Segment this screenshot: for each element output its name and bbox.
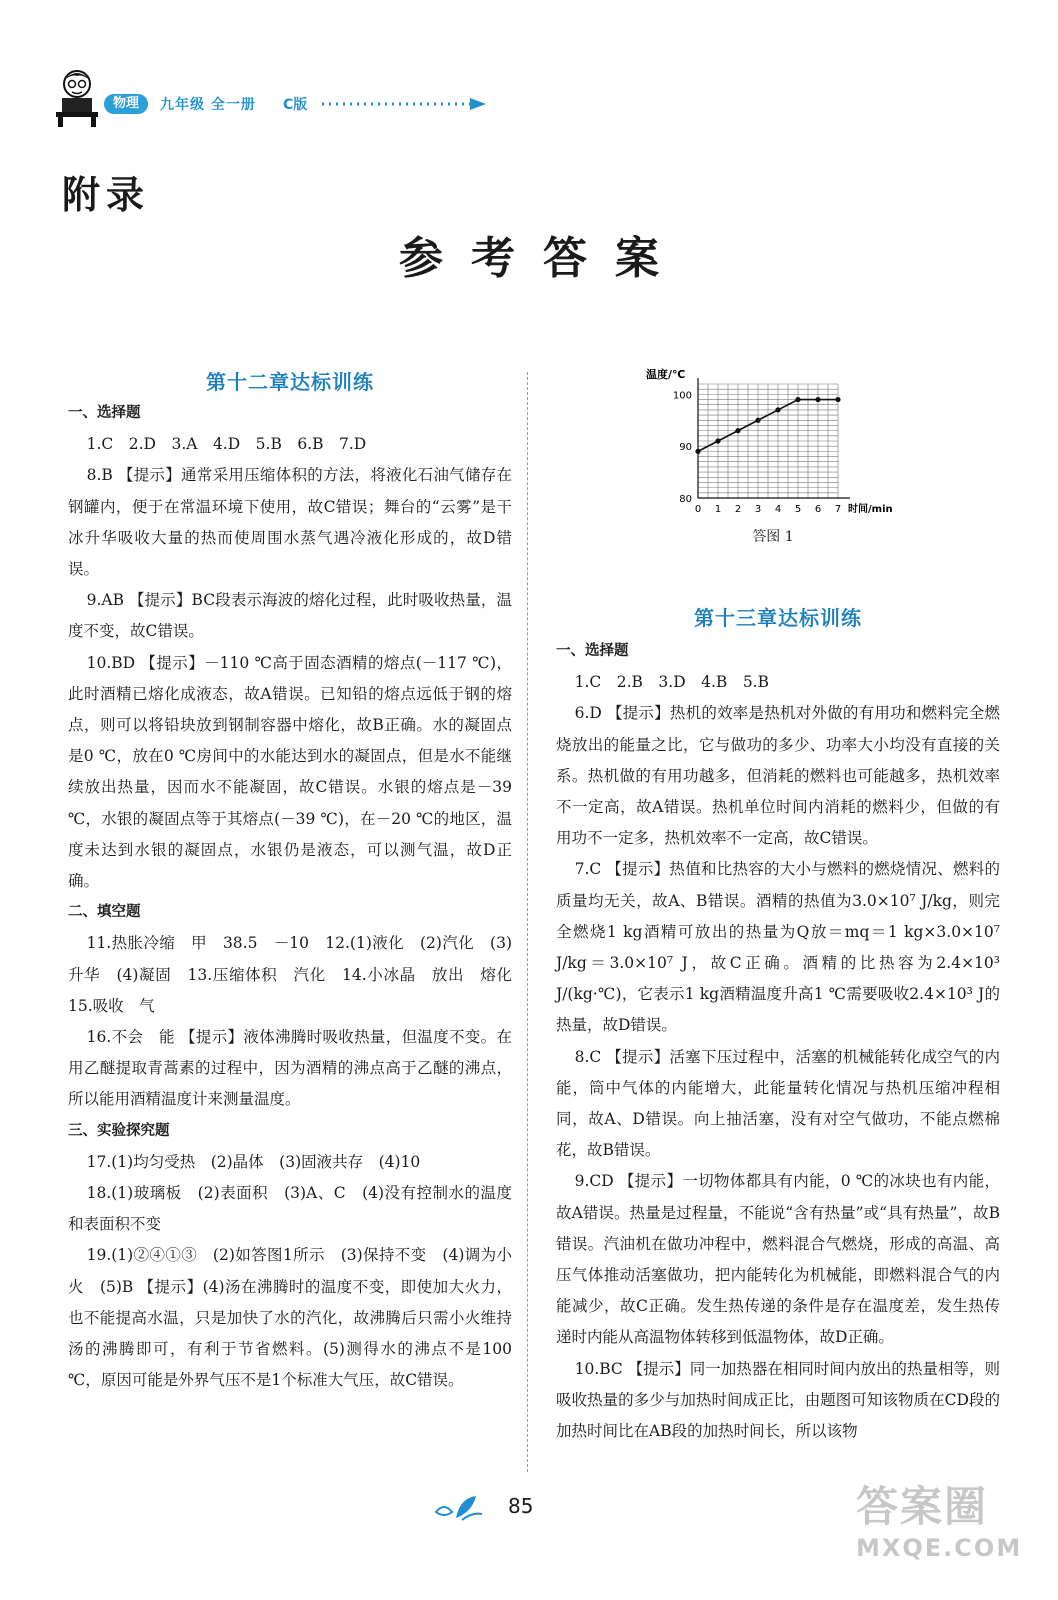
- data-point: [775, 407, 780, 412]
- answer-paragraph: 18.(1)玻璃板 (2)表面积 (3)A、C (4)没有控制水的温度和表面积不变: [68, 1184, 512, 1234]
- data-point: [835, 397, 840, 402]
- x-tick-label: 7: [834, 504, 842, 515]
- y-tick-label: 90: [679, 442, 692, 454]
- data-point: [815, 397, 820, 402]
- answer-paragraph: 1.C 2.D 3.A 4.D 5.B 6.B 7.D: [86, 435, 367, 454]
- x-tick-label: 2: [734, 504, 742, 515]
- watermark-main: 答案圈: [856, 1482, 989, 1531]
- answer-paragraph: 17.(1)均匀受热 (2)晶体 (3)固液共存 (4)10: [86, 1152, 421, 1171]
- answer-paragraph: 8.B 【提示】通常采用压缩体积的方法，将液化石油气储存在钢罐内，便于在常温环境下使用，故C错误；舞台的“云雾”是干冰升华吸收大量的热而使周围水蒸气遇冷液化形成的，故D错误。: [68, 466, 512, 579]
- dotted-arrow-icon: [322, 96, 490, 112]
- answer-paragraph: 8.C 【提示】活塞下压过程中，活塞的机械能转化成空气的内能，筒中气体的内能增大，此能量转化情况与热机压缩冲程相同，故A、D错误。向上抽活塞，没有对空气做功，不能点燃棉花，故B错误。: [556, 1047, 1000, 1160]
- chapter13-title: 第十三章达标训练: [694, 606, 862, 630]
- answer-paragraph: 19.(1)②④①③ (2)如答图1所示 (3)保持不变 (4)调为小火 (5)B 【提示】(4)汤在沸腾时的温度不变，即使加大火力，也不能提高水温，只是加快了水的汽化，故沸腾后只需小火维持汤的沸腾即可，有利于节省燃料。(5)测得水的沸点不是100 ℃，原因可能是外界气压不是1个标准大气压，故C错误。: [68, 1246, 512, 1390]
- answer-paragraph: 1.C 2.B 3.D 4.B 5.B: [574, 673, 769, 692]
- x-tick-label: 1: [714, 504, 722, 515]
- chart-xlabel: 时间/min: [848, 504, 893, 515]
- answer-paragraph: 9.AB 【提示】BC段表示海波的熔化过程，此时吸收热量，温度不变，故C错误。: [68, 591, 512, 641]
- x-tick-label: 3: [754, 504, 762, 515]
- answer-paragraph: 11.热胀冷缩 甲 38.5 －10 12.(1)液化 (2)汽化 (3)升华 (4)凝固 13.压缩体积 汽化 14.小冰晶 放出 熔化 15.吸收 气: [68, 934, 528, 1015]
- leaf-logo-icon: [432, 1492, 484, 1522]
- x-tick-label: 5: [794, 504, 802, 515]
- answer-paragraph: 9.CD 【提示】一切物体都具有内能，0 ℃的冰块也有内能，故A错误。热量是过程量，不能说“含有热量”或“具有热量”，故B错误。汽油机在做功冲程中，燃料混合气燃烧，形成的高温、高压气体推动活塞做功，把内能转化为机械能，即燃料混合气的内能减少，故C正确。发生热传递的条件是存在温度差，发生热传递时内能从高温物体转移到低温物体，故D正确。: [556, 1172, 1000, 1347]
- appendix-title: 附录: [62, 173, 151, 217]
- chapter12-answers: [68, 398, 528, 1397]
- x-tick-label: 6: [814, 504, 822, 515]
- x-tick-label: 4: [774, 504, 782, 515]
- y-tick-label: 80: [679, 494, 692, 505]
- section-heading: 三、实验探究题: [68, 1122, 170, 1139]
- page-number: 85: [508, 1494, 534, 1518]
- chapter13-answers: [556, 636, 1000, 1447]
- column-divider: [527, 372, 528, 1472]
- answer-paragraph: 10.BD 【提示】－110 ℃高于固态酒精的熔点(－117 ℃)，此时酒精已熔化成液态，故A错误。已知铅的熔点远低于钢的熔点，则可以将铅块放到钢制容器中熔化，故B正确。水的凝固点是0 ℃，放在0 ℃房间中的水能达到水的凝固点，但是水不能继续放出热量，因而水不能凝固，故C错误。水银的熔点是－39 ℃，水银的凝固点等于其熔点(－39 ℃)，在－20 ℃的地区，温度未达到水银的凝固点，水银仍是液态，可以测气温，故D正确。: [68, 653, 512, 891]
- chart-ylabel: 温度/℃: [646, 368, 686, 381]
- x-tick-label: 0: [694, 504, 702, 515]
- y-tick-label: 100: [672, 390, 692, 402]
- subject-badge: 物理: [104, 94, 148, 114]
- answer-paragraph: 10.BC 【提示】同一加热器在相同时间内放出的热量相等，则吸收热量的多少与加热时间成正比，由题图可知该物质在CD段的加热时间比在AB段的加热时间长，所以该物: [556, 1359, 1000, 1441]
- data-point: [795, 397, 800, 402]
- grade-label: 九年级 全一册: [160, 97, 256, 113]
- section-heading: 一、选择题: [68, 405, 141, 421]
- section-heading: 一、选择题: [556, 643, 629, 659]
- page-title: 参考答案: [399, 233, 687, 284]
- section-heading: 二、填空题: [68, 904, 141, 921]
- answer-paragraph: 7.C 【提示】热值和比热容的大小与燃料的燃烧情况、燃料的质量均无关，故A、B错误。酒精的热值为3.0×10⁷ J/kg，则完全燃烧1 kg酒精可放出的热量为Q放＝mq＝1 kg×3.0×10⁷ J/kg＝3.0×10⁷ J，故C正确。酒精的比热容为2.4×10³ J/(kg·℃)，它表示1 kg酒精温度升高1 ℃需要吸收2.4×10³ J的热量，故D错误。: [556, 860, 1000, 1035]
- temperature-time-chart: [638, 362, 908, 522]
- answer-paragraph: 16.不会 能 【提示】液体沸腾时吸收热量，但温度不变。在用乙醚提取青蒿素的过程中，因为酒精的沸点高于乙醚的沸点，所以能用酒精温度计来测量温度。: [68, 1028, 512, 1109]
- data-point: [735, 428, 740, 433]
- data-point: [755, 418, 760, 423]
- answer-paragraph: 6.D 【提示】热机的效率是热机对外做的有用功和燃料完全燃烧放出的能量之比，它与做功的多少、功率大小均没有直接的关系。热机做的有用功越多，但消耗的燃料也可能越多，热机效率不一定高，故A错误。热机单位时间内消耗的燃料少，但做的有用功不一定多，热机效率不一定高，故C错误。: [556, 704, 1000, 848]
- data-point: [695, 449, 700, 454]
- figure-caption: 答图 1: [752, 529, 794, 545]
- mascot-icon: [52, 66, 102, 128]
- chapter12-title: 第十二章达标训练: [206, 370, 374, 394]
- data-point: [715, 438, 720, 443]
- chart-axes: [698, 378, 850, 498]
- watermark: [856, 1474, 1036, 1594]
- watermark-sub: MXQE.COM: [856, 1534, 1023, 1562]
- edition-label: C版: [283, 97, 308, 113]
